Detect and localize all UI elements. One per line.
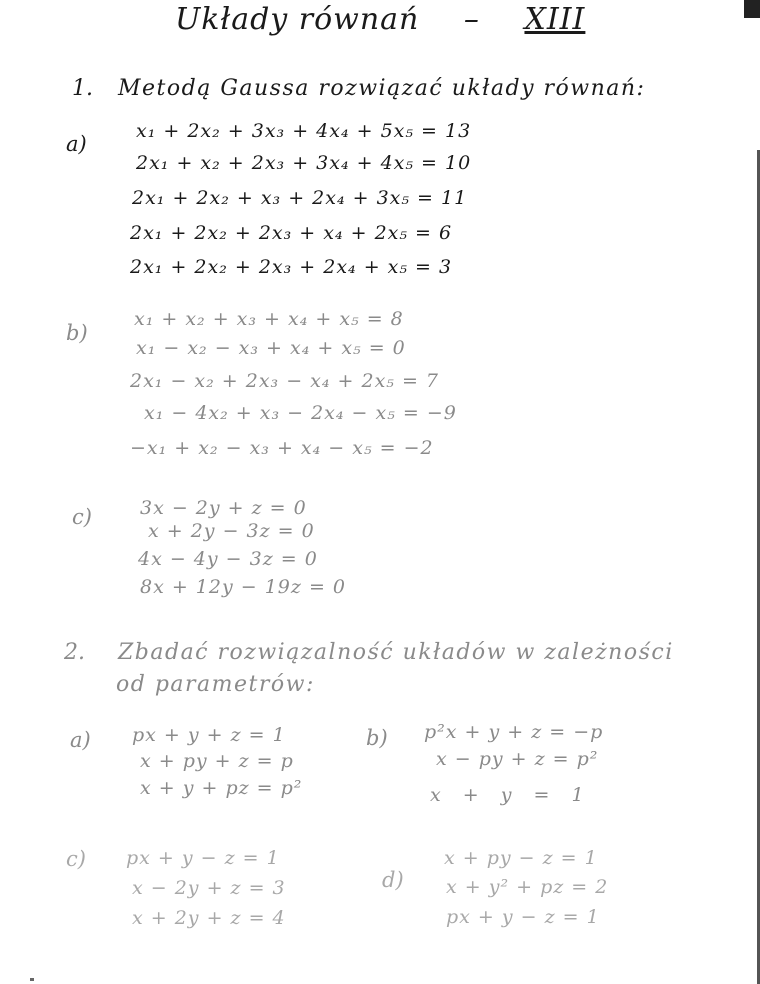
section-1-heading	[72, 76, 645, 101]
part-2a-label: a)	[70, 728, 91, 752]
section-1-text: Metodą Gaussa rozwiązać układy równań:	[118, 76, 646, 101]
equation-1c-3: 4x − 4y − 3z = 0	[138, 548, 318, 570]
section-2-heading	[64, 640, 674, 665]
part-1b-label: b)	[66, 321, 88, 345]
equation-2a-1: px + y + z = 1	[132, 724, 286, 746]
equation-1b-2: x₁ − x₂ − x₃ + x₄ + x₅ = 0	[136, 337, 406, 359]
part-2b-label: b)	[366, 726, 388, 750]
part-1a-label: a)	[66, 132, 87, 156]
equation-2c-3: x + 2y + z = 4	[132, 907, 286, 929]
title-text: Układy równań	[175, 2, 420, 37]
equation-2a-2: x + py + z = p	[140, 750, 294, 772]
equation-1c-4: 8x + 12y − 19z = 0	[140, 576, 346, 598]
equation-1b-5: −x₁ + x₂ − x₃ + x₄ − x₅ = −2	[130, 437, 434, 459]
section-2-text-line1: Zbadać rozwiązalność układów w zależności	[118, 640, 674, 665]
equation-2b-2: x − py + z = p²	[436, 748, 599, 770]
equation-1b-1: x₁ + x₂ + x₃ + x₄ + x₅ = 8	[134, 308, 404, 330]
equation-2d-1: x + py − z = 1	[444, 847, 598, 869]
equation-2b-1: p²x + y + z = −p	[424, 721, 604, 743]
equation-2c-2: x − 2y + z = 3	[132, 877, 286, 899]
equation-1c-1: 3x − 2y + z = 0	[140, 497, 307, 519]
equation-1a-2: 2x₁ + x₂ + 2x₃ + 3x₄ + 4x₅ = 10	[136, 152, 472, 174]
part-2d-label: d)	[382, 868, 404, 892]
equation-1a-3: 2x₁ + 2x₂ + x₃ + 2x₄ + 3x₅ = 11	[132, 187, 468, 209]
equation-1a-1: x₁ + 2x₂ + 3x₃ + 4x₄ + 5x₅ = 13	[136, 120, 472, 142]
equation-2a-3: x + y + pz = p²	[140, 777, 303, 799]
equation-1a-4: 2x₁ + 2x₂ + 2x₃ + x₄ + 2x₅ = 6	[130, 222, 453, 244]
section-2-text-line2: od parametrów:	[116, 672, 315, 697]
page-title	[175, 2, 585, 37]
equation-1a-5: 2x₁ + 2x₂ + 2x₃ + 2x₄ + x₅ = 3	[130, 256, 453, 278]
title-dash: –	[463, 2, 480, 37]
part-1c-label: c)	[72, 505, 92, 529]
equation-1b-4: x₁ − 4x₂ + x₃ − 2x₄ − x₅ = −9	[144, 402, 457, 424]
section-1-number: 1.	[72, 76, 93, 101]
part-2c-label: c)	[66, 847, 86, 871]
section-2-number: 2.	[64, 640, 85, 665]
scan-speck	[30, 978, 34, 981]
title-number: XIII	[524, 2, 586, 37]
equation-2d-3: px + y − z = 1	[446, 906, 600, 928]
equation-2c-1: px + y − z = 1	[126, 847, 280, 869]
equation-1c-2: x + 2y − 3z = 0	[148, 520, 315, 542]
equation-2d-2: x + y² + pz = 2	[446, 876, 609, 898]
equation-1b-3: 2x₁ − x₂ + 2x₃ − x₄ + 2x₅ = 7	[130, 370, 440, 392]
equation-2b-3: x + y = 1	[430, 784, 585, 806]
scan-edge-mark	[744, 0, 760, 18]
